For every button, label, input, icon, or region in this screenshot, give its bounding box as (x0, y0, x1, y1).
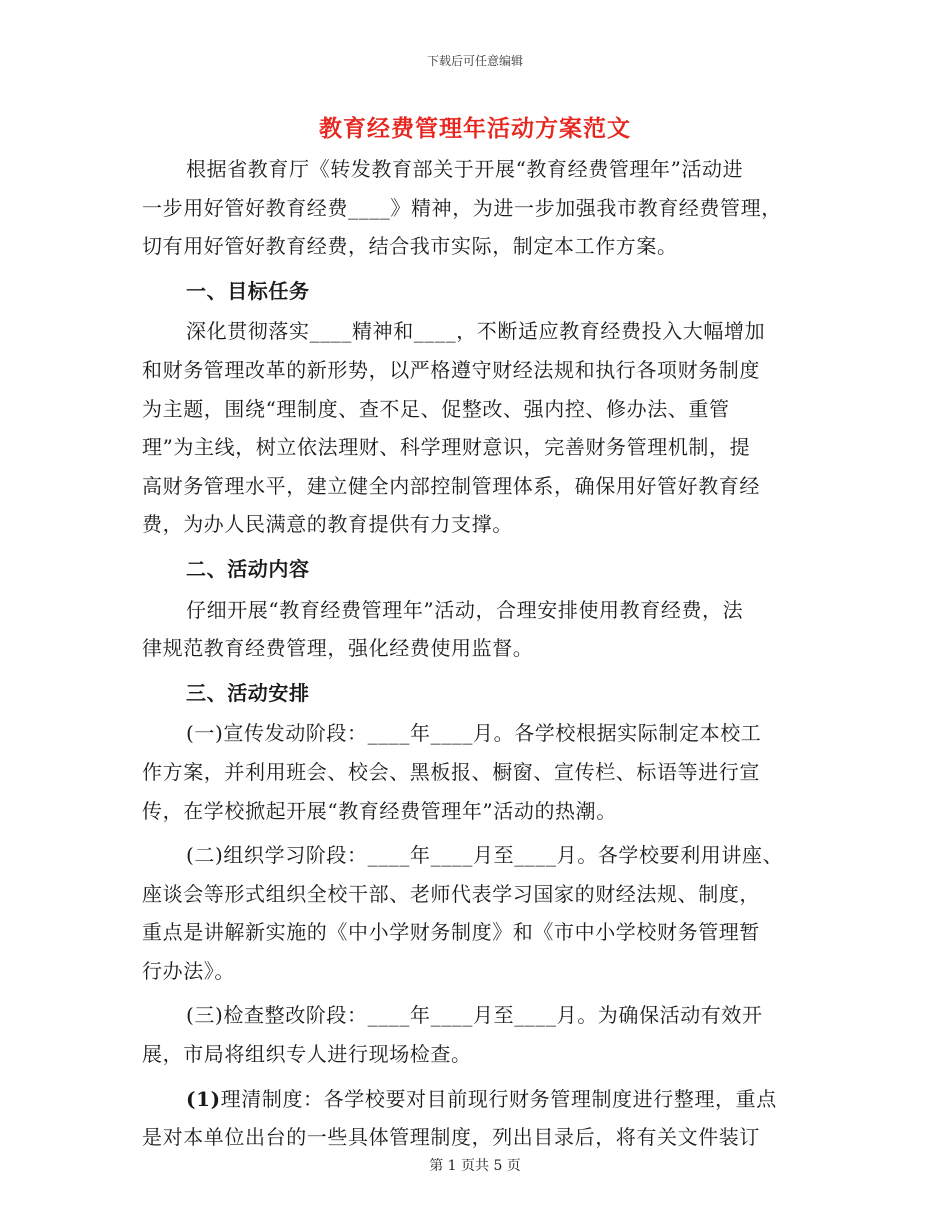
paragraph-line: 是对本单位出台的一些具体管理制度，列出目录后，将有关文件装订 (142, 1125, 760, 1150)
document-body (142, 150, 812, 1157)
section-heading: 一、目标任务 (186, 278, 310, 303)
paragraph-line: (一)宣传发动阶段：____年____月。各学校根据实际制定本校工 (186, 721, 762, 746)
paragraph-line: 传，在学校掀起开展“教育经费管理年”活动的热潮。 (142, 798, 617, 823)
paragraph-line: 费，为办人民满意的教育提供有力支撑。 (142, 512, 513, 537)
phase1-paragraph (142, 714, 812, 830)
section1-paragraph (142, 312, 812, 544)
document-title: 教育经费管理年活动方案范文 (319, 115, 631, 142)
paragraph-line: 仔细开展“教育经费管理年”活动，合理安排使用教育经费，法 (186, 597, 744, 622)
paragraph-line: 一步用好管好教育经费____》精神，为进一步加强我市教育经费管理， (142, 195, 782, 220)
header-note: 下载后可任意编辑 (426, 54, 523, 68)
phase2-paragraph (142, 836, 812, 990)
paragraph-line: 行办法》。 (142, 958, 235, 983)
paragraph-line: 律规范教育经费管理，强化经费使用监督。 (142, 636, 534, 661)
page-footer: 第 1 页共 5 页 (429, 1158, 521, 1174)
item-text: 理清制度：各学校要对目前现行财务管理制度进行整理，重点 (220, 1086, 777, 1111)
paragraph-line: 和财务管理改革的新形势，以严格遵守财经法规和执行各项财务制度 (142, 357, 760, 382)
paragraph-line: (三)检查整改阶段：____年____月至____月。为确保活动有效开 (186, 1003, 763, 1028)
item1-paragraph (142, 1080, 812, 1157)
item-number: (1) (186, 1086, 221, 1111)
section2-paragraph (142, 591, 812, 668)
paragraph-line: 重点是讲解新实施的《中小学财务制度》和《市中小学校财务管理暂 (142, 920, 760, 945)
paragraph-line: 座谈会等形式组织全校干部、老师代表学习国家的财经法规、制度， (142, 881, 760, 906)
section-heading: 三、活动安排 (186, 680, 310, 705)
section-heading: 二、活动内容 (186, 556, 310, 581)
paragraph-line: 高财务管理水平，建立健全内部控制管理体系，确保用好管好教育经 (142, 473, 760, 498)
paragraph-line: 为主题，围绕“理制度、查不足、促整改、强内控、修办法、重管 (142, 396, 730, 421)
paragraph-line: 作方案，并利用班会、校会、黑板报、橱窗、宣传栏、标语等进行宣 (142, 759, 760, 784)
phase3-paragraph (142, 996, 812, 1073)
paragraph-line: 理”为主线，树立依法理财、科学理财意识，完善财务管理机制，提 (142, 435, 751, 460)
paragraph-line: (二)组织学习阶段：____年____月至____月。各学校要利用讲座、 (186, 843, 784, 868)
paragraph-line: 根据省教育厅《转发教育部关于开展“教育经费管理年”活动进 (186, 157, 744, 181)
paragraph-line: 切有用好管好教育经费，结合我市实际，制定本工作方案。 (142, 234, 678, 259)
paragraph-line: 深化贯彻落实____精神和____，不断适应教育经费投入大幅增加 (186, 319, 766, 344)
intro-paragraph (142, 150, 812, 266)
paragraph-line: 展，市局将组织专人进行现场检查。 (142, 1042, 472, 1067)
paragraph-line (142, 1080, 812, 1119)
